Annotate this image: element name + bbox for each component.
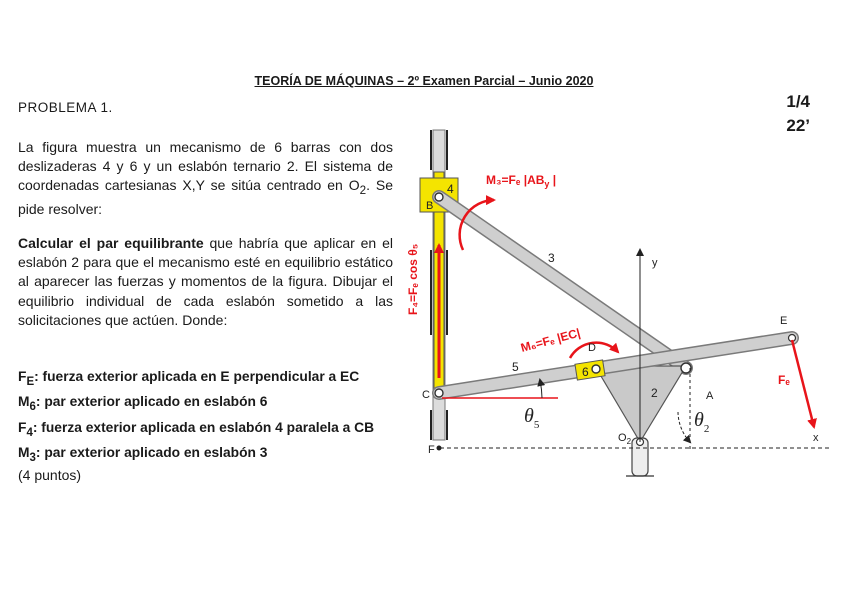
label-x-axis: x (813, 432, 819, 444)
definition-symbol: F (18, 419, 27, 435)
definitions-list (18, 367, 374, 468)
label-theta2-main: θ (694, 409, 704, 431)
joint-c (435, 389, 443, 397)
definition-sub: 4 (26, 426, 33, 439)
label-theta2-sub: 2 (703, 423, 710, 435)
exam-title: TEORÍA DE MÁQUINAS – 2º Examen Parcial – Junio 2020 (254, 74, 594, 88)
label-point-e: E (780, 315, 788, 327)
exam-header (0, 74, 848, 88)
label-theta5 (524, 405, 540, 431)
definition-sub: 3 (29, 451, 36, 464)
label-point-a: A (706, 390, 714, 402)
joint-b (435, 193, 443, 201)
definition-symbol: F (18, 369, 27, 384)
intro-paragraph (18, 138, 393, 220)
label-link-6: 6 (582, 365, 589, 379)
label-point-b: B (426, 200, 434, 212)
label-theta2 (694, 409, 709, 435)
definition-text: : par exterior aplicado en eslabón 3 (35, 444, 268, 460)
label-link-5: 5 (512, 360, 519, 374)
label-point-f: F (428, 444, 435, 456)
label-m3-tail: | (549, 173, 557, 187)
definition-text: : fuerza exterior aplicada en E perpendicular a EC (34, 369, 360, 384)
task-paragraph (18, 234, 393, 330)
label-point-o2 (618, 432, 632, 446)
label-m6: M₆=Fₑ |EC| (519, 325, 582, 355)
label-theta5-main: θ (524, 405, 534, 427)
definition-f4 (18, 418, 374, 443)
page-number: 1/4 (786, 92, 810, 111)
definition-m6 (18, 392, 374, 417)
task-text: que habría que aplicar en el eslabón 2 para que el mecanismo esté en equilibrio estático al aparecer las fuerzas y momentos de la figura. Dibujar el equilibrio individual de cada eslabón sometido a las solicitaciones que actúen. Donde: (18, 235, 393, 328)
label-fe: Fₑ (778, 373, 790, 387)
label-point-d: D (588, 342, 596, 354)
label-m3-sub: y (544, 179, 550, 189)
definition-text: : fuerza exterior aplicada en eslabón 4 paralela a CB (32, 419, 375, 435)
label-point-c: C (422, 389, 430, 401)
theta2-arc (678, 412, 690, 442)
task-bold: Calcular el par equilibrante (18, 235, 204, 251)
label-o2-main: O (618, 432, 627, 444)
label-y-axis: y (652, 257, 658, 269)
label-link-2: 2 (651, 386, 658, 400)
definition-symbol: M (18, 394, 30, 410)
points-label: (4 puntos) (18, 467, 82, 483)
intro-text: La figura muestra un mecanismo de 6 barras con dos deslizaderas 4 y 6 y un eslabón ternario 2. El sistema de coordenadas cartesianas X,Y se sitúa centrado en O (18, 139, 393, 194)
definition-sub: E (26, 375, 35, 388)
label-link-3: 3 (548, 251, 555, 265)
definition-text: : par exterior aplicado en eslabón 6 (35, 394, 268, 410)
mechanism-figure (400, 120, 840, 490)
definition-symbol: M (18, 444, 30, 460)
label-link-4: 4 (447, 182, 454, 196)
time-label: 22’ (786, 116, 810, 135)
definition-m3 (18, 443, 374, 468)
definition-fe (18, 367, 374, 392)
point-f-dot (437, 446, 442, 451)
joint-d (592, 365, 600, 373)
label-f4: F₄=Fₑ cos θ₅ (406, 243, 420, 315)
intro-sub: 2 (359, 184, 367, 198)
label-m3 (486, 173, 556, 189)
intro-tail: . Se pide resolver: (18, 177, 393, 218)
label-o2-sub: 2 (626, 437, 632, 446)
problem-title: PROBLEMA 1. (18, 100, 113, 115)
fe-arrow (792, 340, 814, 427)
definition-sub: 6 (29, 401, 36, 413)
label-m3-main: M₃=Fₑ |AB (486, 173, 545, 187)
label-theta5-sub: 5 (533, 419, 540, 431)
